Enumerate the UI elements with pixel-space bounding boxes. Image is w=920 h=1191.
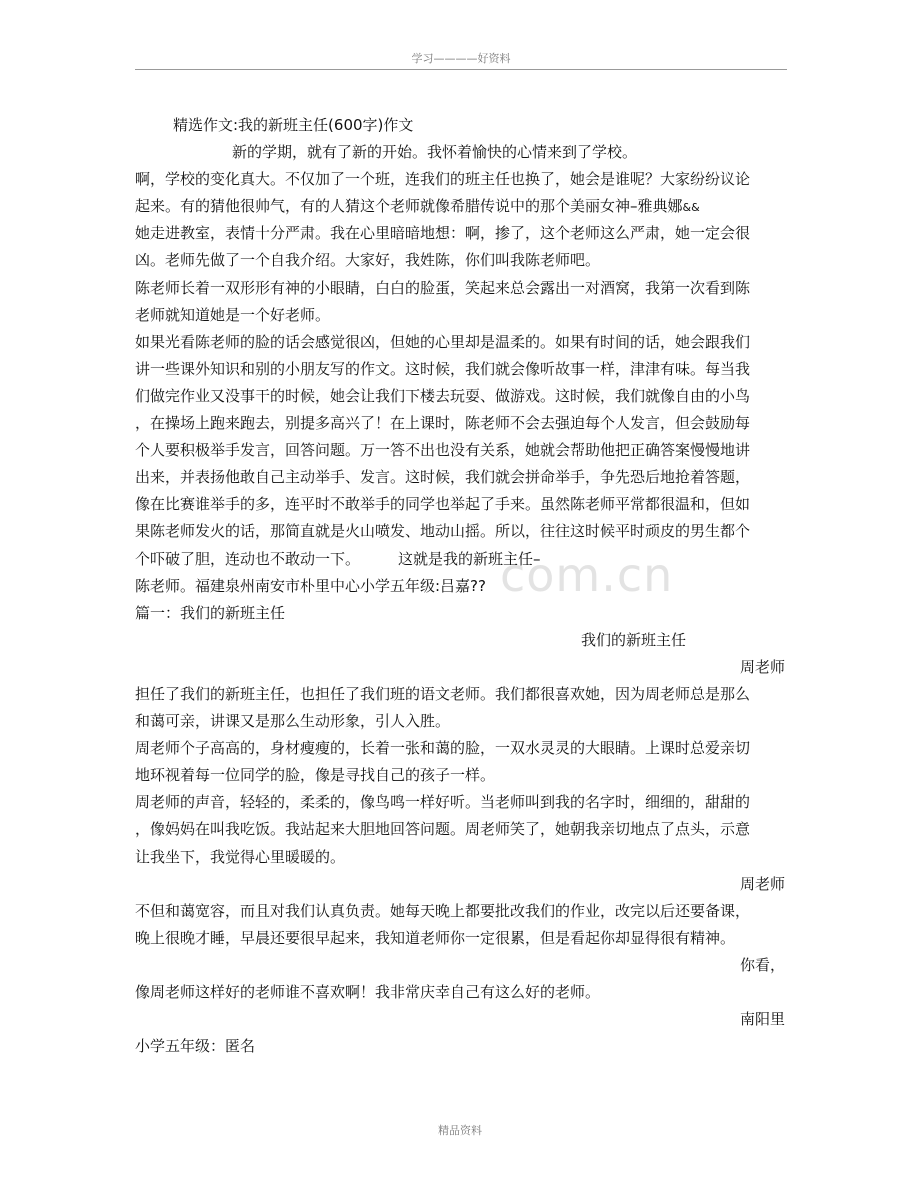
paragraph-line: 晚上很晚才睡，早晨还要很早起来，我知道老师你一定很累，但是看起你却显得很有精神。 (135, 928, 736, 947)
paragraph-lead: 你看， (739, 955, 785, 974)
paragraph-line: 她走进教室，表情十分严肃。我在心里暗暗地想：啊，掺了，这个老师这么严肃，她一定会很 (135, 224, 751, 243)
paragraph-line (135, 546, 785, 573)
paragraph-line: 果陈老师发火的话，那简直就是火山喷发、地动山摇。所以，往往这时候平时顽皮的男生都个 (135, 522, 751, 541)
paragraph-line: 如果光看陈老师的脸的话会感觉很凶，但她的心里却是温柔的。如果有时间的话，她会跟我们 (135, 332, 751, 351)
article-title: 精选作文:我的新班主任(600字)作文 (173, 116, 414, 134)
paragraph-line: 啊，学校的变化真大。不仅加了一个班，连我们的班主任也换了，她会是谁呢？大家纷纷议论 (135, 170, 751, 189)
paragraph-line: 们做完作业又没事干的时候，她会让我们下楼去玩耍、做游戏。这时候，我们就像自由的小鸟 (135, 386, 751, 405)
paragraph-text: 这就是我的新班主任– (398, 549, 541, 568)
article-body (135, 112, 785, 1060)
paragraph-line: ，在操场上跑来跑去，别提多高兴了！在上课时，陈老师不会去强迫每个人发言，但会鼓励每 (135, 414, 751, 433)
page-header: 学习————好资料 (135, 52, 787, 70)
paragraph-line: 担任了我们的新班主任，也担任了我们班的语文老师。我们都很喜欢她，因为周老师总是那么 (135, 684, 751, 703)
paragraph-text: 起来。有的猜他很帅气，有的人猜这个老师就像希腊传说中的那个美丽女神–雅典娜 (135, 197, 683, 216)
paragraph-line: 地环视着每一位同学的脸，像是寻找自己的孩子一样。 (135, 766, 496, 785)
paragraph-text-tail: && (682, 201, 700, 215)
paragraph-line: 凶。老师先做了一个自我介绍。大家好，我姓陈，你们叫我陈老师吧。 (135, 251, 601, 270)
section-title: 我们的新班主任 (581, 630, 687, 649)
paragraph-line: 周老师的声音，轻轻的，柔柔的，像鸟鸣一样好听。当老师叫到我的名字时，细细的，甜甜的 (135, 793, 751, 812)
paragraph-line: 不但和蔼宽容，而且对我们认真负责。她每天晚上都要批改我们的作业，改完以后还要备课， (135, 901, 751, 920)
article-intro: 新的学期，就有了新的开始。我怀着愉快的心情来到了学校。 (232, 143, 638, 162)
paragraph-lead: 周老师 (739, 657, 785, 676)
paragraph-lead: 周老师 (739, 874, 785, 893)
paragraph-line: 老师就知道她是一个好老师。 (135, 305, 331, 324)
paragraph-line: ，像妈妈在叫我吃饭。我站起来大胆地回答问题。周老师笑了，她朝我亲切地点了点头，示意 (135, 820, 751, 839)
paragraph-line: 像周老师这样好的老师谁不喜欢啊！我非常庆幸自己有这么好的老师。 (135, 983, 601, 1001)
paragraph-text: 个吓破了胆，连动也不敢动一下。 (135, 549, 361, 568)
section-heading: 篇一：我们的新班主任 (135, 603, 286, 622)
author-school: 南阳里 (739, 1010, 785, 1029)
paragraph-line (135, 193, 785, 220)
paragraph-line: 让我坐下，我觉得心里暖暖的。 (135, 847, 346, 866)
watermark: com.cn (500, 548, 674, 602)
paragraph-line: 讲一些课外知识和别的小朋友写的作文。这时候，我们就会像听故事一样，津津有味。每当我 (135, 359, 751, 378)
paragraph-line: 像在比赛谁举手的多，连平时不敢举手的同学也举起了手来。虽然陈老师平常都很温和，但如 (135, 495, 751, 514)
paragraph-line: 陈老师长着一双形形有神的小眼睛，白白的脸蛋，笑起来总会露出一对酒窝，我第一次看到陈 (135, 278, 751, 297)
paragraph-line: 陈老师。福建泉州南安市朴里中心小学五年级:吕嘉?? (135, 576, 486, 595)
paragraph-line: 和蔼可亲，讲课又是那么生动形象，引人入胜。 (135, 712, 451, 731)
paragraph-line: 出来，并表扬他敢自己主动举手、发言。这时候，我们就会拼命举手，争先恐后地抢着答题， (135, 468, 751, 487)
paragraph-line: 个人要积极举手发言，回答问题。万一答不出也没有关系，她就会帮助他把正确答案慢慢地讲 (135, 441, 751, 460)
page-footer: 精品资料 (438, 1124, 482, 1137)
author-grade: 小学五年级：匿名 (135, 1037, 256, 1056)
paragraph-line: 周老师个子高高的，身材瘦瘦的，长着一张和蔼的脸，一双水灵灵的大眼睛。上课时总爱亲切 (135, 739, 751, 758)
